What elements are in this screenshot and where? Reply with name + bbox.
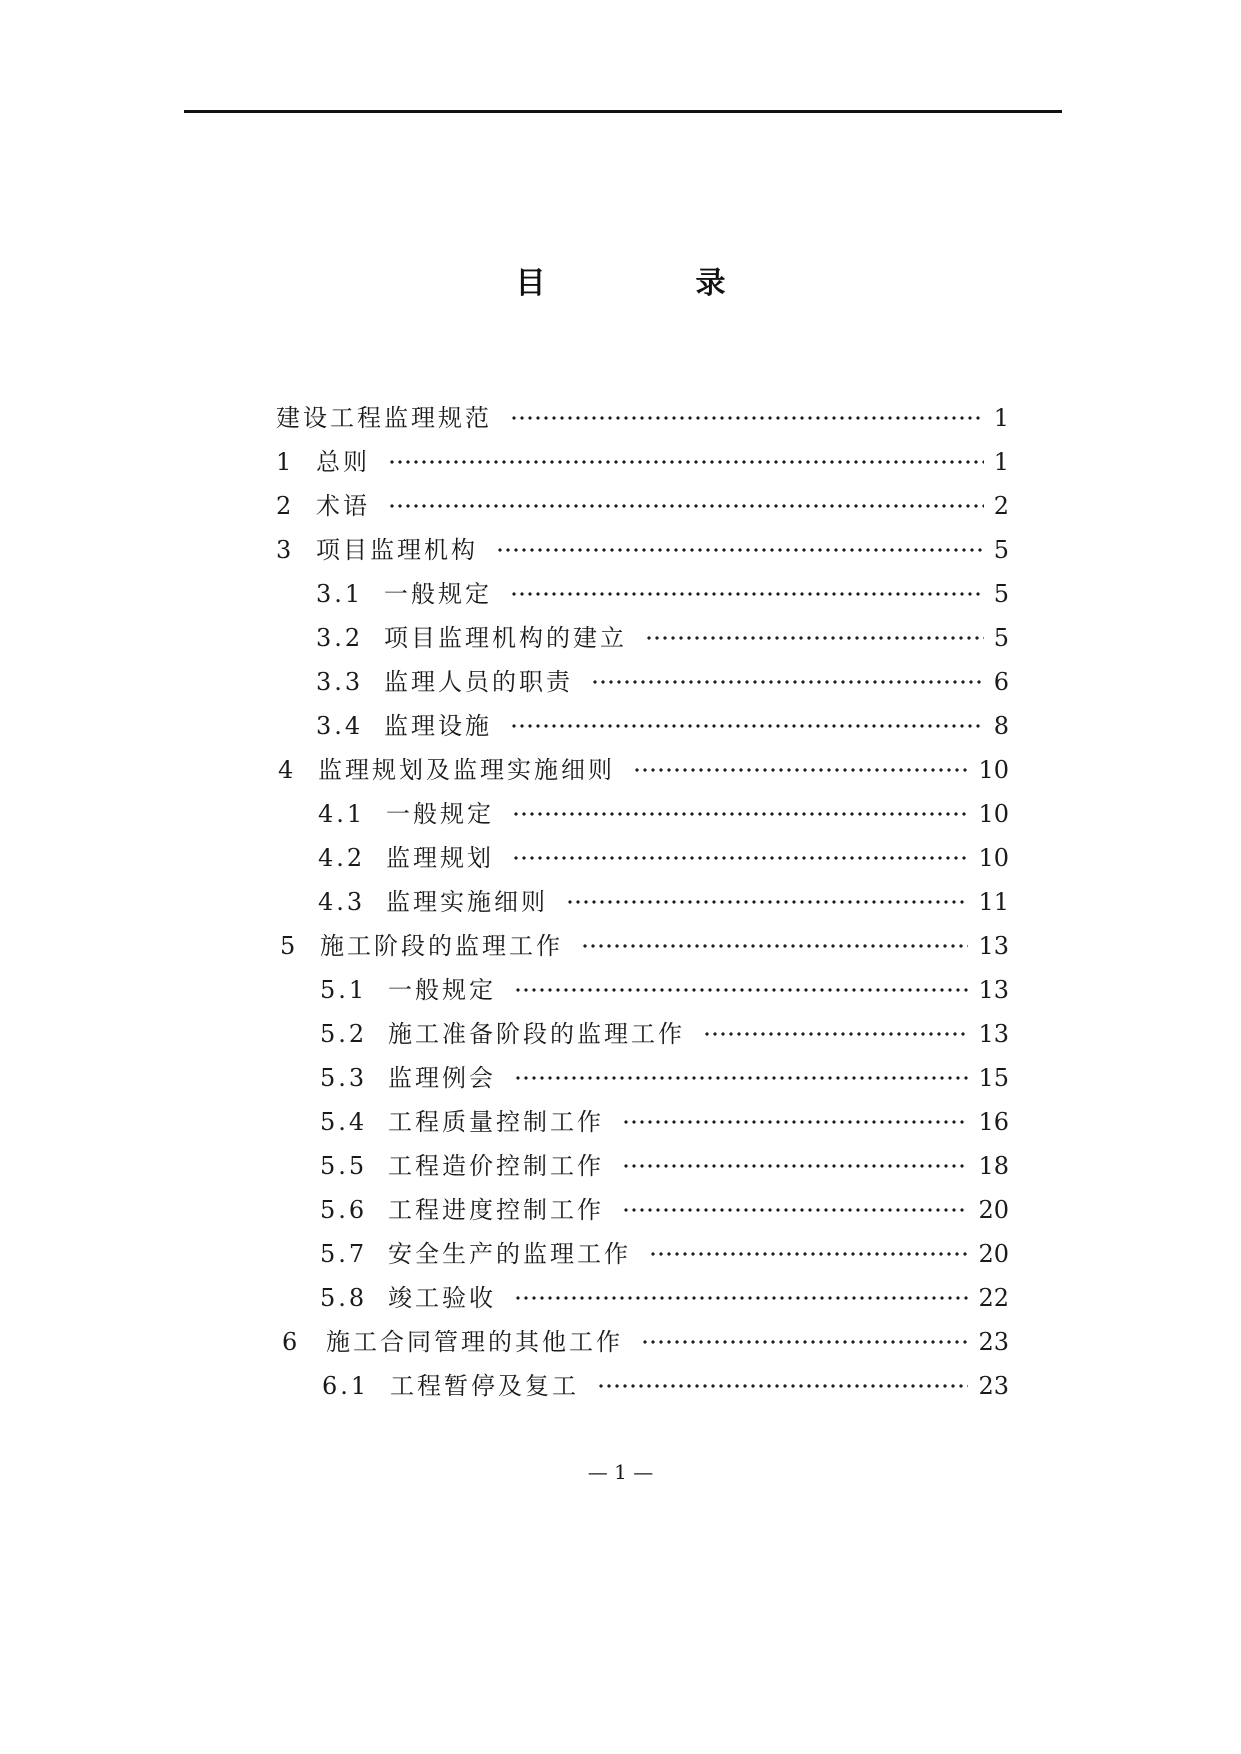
toc-entry-number: 3.1 bbox=[316, 580, 364, 608]
toc-entry-page: 8 bbox=[993, 712, 1009, 740]
toc-entry-label: 监理规划及监理实施细则 bbox=[318, 756, 615, 784]
toc-entry-page: 10 bbox=[978, 844, 1009, 872]
toc-entry[interactable] bbox=[320, 1014, 1009, 1054]
toc-entry-label: 工程进度控制工作 bbox=[388, 1196, 604, 1224]
toc-entry[interactable] bbox=[280, 926, 1009, 966]
toc-entry-number: 5.3 bbox=[320, 1064, 368, 1092]
toc-entry-page: 13 bbox=[978, 1020, 1009, 1048]
toc-leader-dots bbox=[641, 1340, 968, 1344]
toc-leader-dots bbox=[510, 416, 984, 420]
toc-leader-dots bbox=[514, 1296, 968, 1300]
toc-entry-page: 5 bbox=[993, 580, 1009, 608]
toc-entry-label: 一般规定 bbox=[388, 976, 496, 1004]
toc-entry-number: 4.2 bbox=[318, 844, 366, 872]
toc-entry[interactable] bbox=[278, 750, 1009, 790]
toc-entry[interactable] bbox=[318, 838, 1009, 878]
toc-entry-label: 监理人员的职责 bbox=[384, 668, 573, 696]
toc-entry-label: 施工合同管理的其他工作 bbox=[326, 1328, 623, 1356]
toc-entry[interactable] bbox=[322, 1366, 1009, 1406]
toc-entry-number: 3.4 bbox=[316, 712, 364, 740]
toc-entry-page: 18 bbox=[978, 1152, 1009, 1180]
toc-entry-label: 施工准备阶段的监理工作 bbox=[388, 1020, 685, 1048]
toc-leader-dots bbox=[591, 680, 984, 684]
toc-leader-dots bbox=[622, 1120, 968, 1124]
toc-entry-page: 1 bbox=[993, 404, 1009, 432]
toc-entry-page: 13 bbox=[978, 976, 1009, 1004]
toc-entry[interactable] bbox=[316, 706, 1009, 746]
toc-entry-label: 一般规定 bbox=[386, 800, 494, 828]
toc-entry[interactable] bbox=[320, 1146, 1009, 1186]
toc-entry[interactable] bbox=[320, 1058, 1009, 1098]
toc-entry-label: 竣工验收 bbox=[388, 1284, 496, 1312]
toc-entry-label: 安全生产的监理工作 bbox=[388, 1240, 631, 1268]
toc-entry-label: 施工阶段的监理工作 bbox=[320, 932, 563, 960]
toc-entry-page: 5 bbox=[993, 624, 1009, 652]
toc-entry-label: 监理规划 bbox=[386, 844, 494, 872]
toc-entry-page: 23 bbox=[978, 1328, 1009, 1356]
toc-entry[interactable] bbox=[282, 1322, 1009, 1362]
toc-entry-number: 5.5 bbox=[320, 1152, 368, 1180]
toc-entry-page: 10 bbox=[978, 800, 1009, 828]
toc-leader-dots bbox=[581, 944, 968, 948]
toc-entry-number: 5 bbox=[280, 932, 299, 960]
toc-entry-number: 1 bbox=[276, 448, 295, 476]
toc-entry-number: 5.2 bbox=[320, 1020, 368, 1048]
toc-entry-page: 16 bbox=[978, 1108, 1009, 1136]
toc-entry-number: 5.1 bbox=[320, 976, 368, 1004]
toc-entry-label: 监理例会 bbox=[388, 1064, 496, 1092]
toc-entry[interactable] bbox=[318, 882, 1009, 922]
toc-entry-page: 15 bbox=[978, 1064, 1009, 1092]
toc-entry[interactable] bbox=[276, 486, 1009, 526]
toc-entry-number: 4.3 bbox=[318, 888, 366, 916]
toc-leader-dots bbox=[633, 768, 968, 772]
toc-entry-label: 项目监理机构 bbox=[316, 536, 478, 564]
toc-entry-number: 3.3 bbox=[316, 668, 364, 696]
toc-entry-page: 20 bbox=[978, 1196, 1009, 1224]
toc-entry-label: 监理实施细则 bbox=[386, 888, 548, 916]
toc-entry-label: 总则 bbox=[316, 448, 370, 476]
toc-entry[interactable] bbox=[276, 398, 1009, 438]
toc-entry[interactable] bbox=[320, 1190, 1009, 1230]
toc-entry-number: 3.2 bbox=[316, 624, 364, 652]
toc-leader-dots bbox=[514, 1076, 968, 1080]
toc-entry[interactable] bbox=[276, 442, 1009, 482]
toc-leader-dots bbox=[512, 812, 968, 816]
toc-leader-dots bbox=[388, 504, 984, 508]
toc-entry-number: 5.6 bbox=[320, 1196, 368, 1224]
toc-entry-label: 工程造价控制工作 bbox=[388, 1152, 604, 1180]
toc-leader-dots bbox=[645, 636, 984, 640]
toc-entry-page: 11 bbox=[978, 888, 1009, 916]
toc-entry-page: 20 bbox=[978, 1240, 1009, 1268]
toc-entry[interactable] bbox=[316, 618, 1009, 658]
toc-entry-number: 6.1 bbox=[322, 1372, 370, 1400]
toc-leader-dots bbox=[510, 592, 984, 596]
toc-entry[interactable] bbox=[320, 1278, 1009, 1318]
toc-leader-dots bbox=[622, 1208, 968, 1212]
toc-leader-dots bbox=[566, 900, 968, 904]
toc-entry-number: 4 bbox=[278, 756, 297, 784]
toc-entry-page: 1 bbox=[993, 448, 1009, 476]
toc-leader-dots bbox=[622, 1164, 968, 1168]
toc-entry-page: 23 bbox=[978, 1372, 1009, 1400]
toc-entry-page: 6 bbox=[993, 668, 1009, 696]
toc-entry-label: 术语 bbox=[316, 492, 370, 520]
header-rule bbox=[184, 110, 1062, 113]
toc-leader-dots bbox=[512, 856, 968, 860]
toc-entry-number: 2 bbox=[276, 492, 295, 520]
toc-entry[interactable] bbox=[320, 1102, 1009, 1142]
toc-leader-dots bbox=[597, 1384, 968, 1388]
toc-leader-dots bbox=[510, 724, 984, 728]
toc-entry[interactable] bbox=[318, 794, 1009, 834]
toc-entry-page: 22 bbox=[978, 1284, 1009, 1312]
toc-entry-number: 6 bbox=[282, 1328, 301, 1356]
toc-leader-dots bbox=[496, 548, 984, 552]
toc-entry[interactable] bbox=[320, 970, 1009, 1010]
toc-entry-page: 13 bbox=[978, 932, 1009, 960]
toc-entry-page: 10 bbox=[978, 756, 1009, 784]
toc-entry[interactable] bbox=[316, 574, 1009, 614]
toc-entry-number: 4.1 bbox=[318, 800, 366, 828]
toc-entry-number: 5.7 bbox=[320, 1240, 368, 1268]
toc-entry-page: 2 bbox=[993, 492, 1009, 520]
toc-leader-dots bbox=[388, 460, 984, 464]
toc-leader-dots bbox=[514, 988, 968, 992]
toc-entry[interactable] bbox=[316, 662, 1009, 702]
toc-entry-number: 3 bbox=[276, 536, 295, 564]
toc-entry-page: 5 bbox=[993, 536, 1009, 564]
toc-entry-label: 工程暂停及复工 bbox=[390, 1372, 579, 1400]
page-title: 目 录 bbox=[515, 266, 786, 301]
toc-leader-dots bbox=[649, 1252, 968, 1256]
toc-entry[interactable] bbox=[320, 1234, 1009, 1274]
toc-entry-label: 项目监理机构的建立 bbox=[384, 624, 627, 652]
toc-entry-number: 5.4 bbox=[320, 1108, 368, 1136]
toc-leader-dots bbox=[703, 1032, 968, 1036]
toc-entry[interactable] bbox=[276, 530, 1009, 570]
toc-entry-label: 工程质量控制工作 bbox=[388, 1108, 604, 1136]
toc-entry-label: 监理设施 bbox=[384, 712, 492, 740]
page-number: — 1 — bbox=[587, 1460, 654, 1484]
toc-entry-label: 建设工程监理规范 bbox=[276, 404, 492, 432]
toc-entry-label: 一般规定 bbox=[384, 580, 492, 608]
toc-entry-number: 5.8 bbox=[320, 1284, 368, 1312]
